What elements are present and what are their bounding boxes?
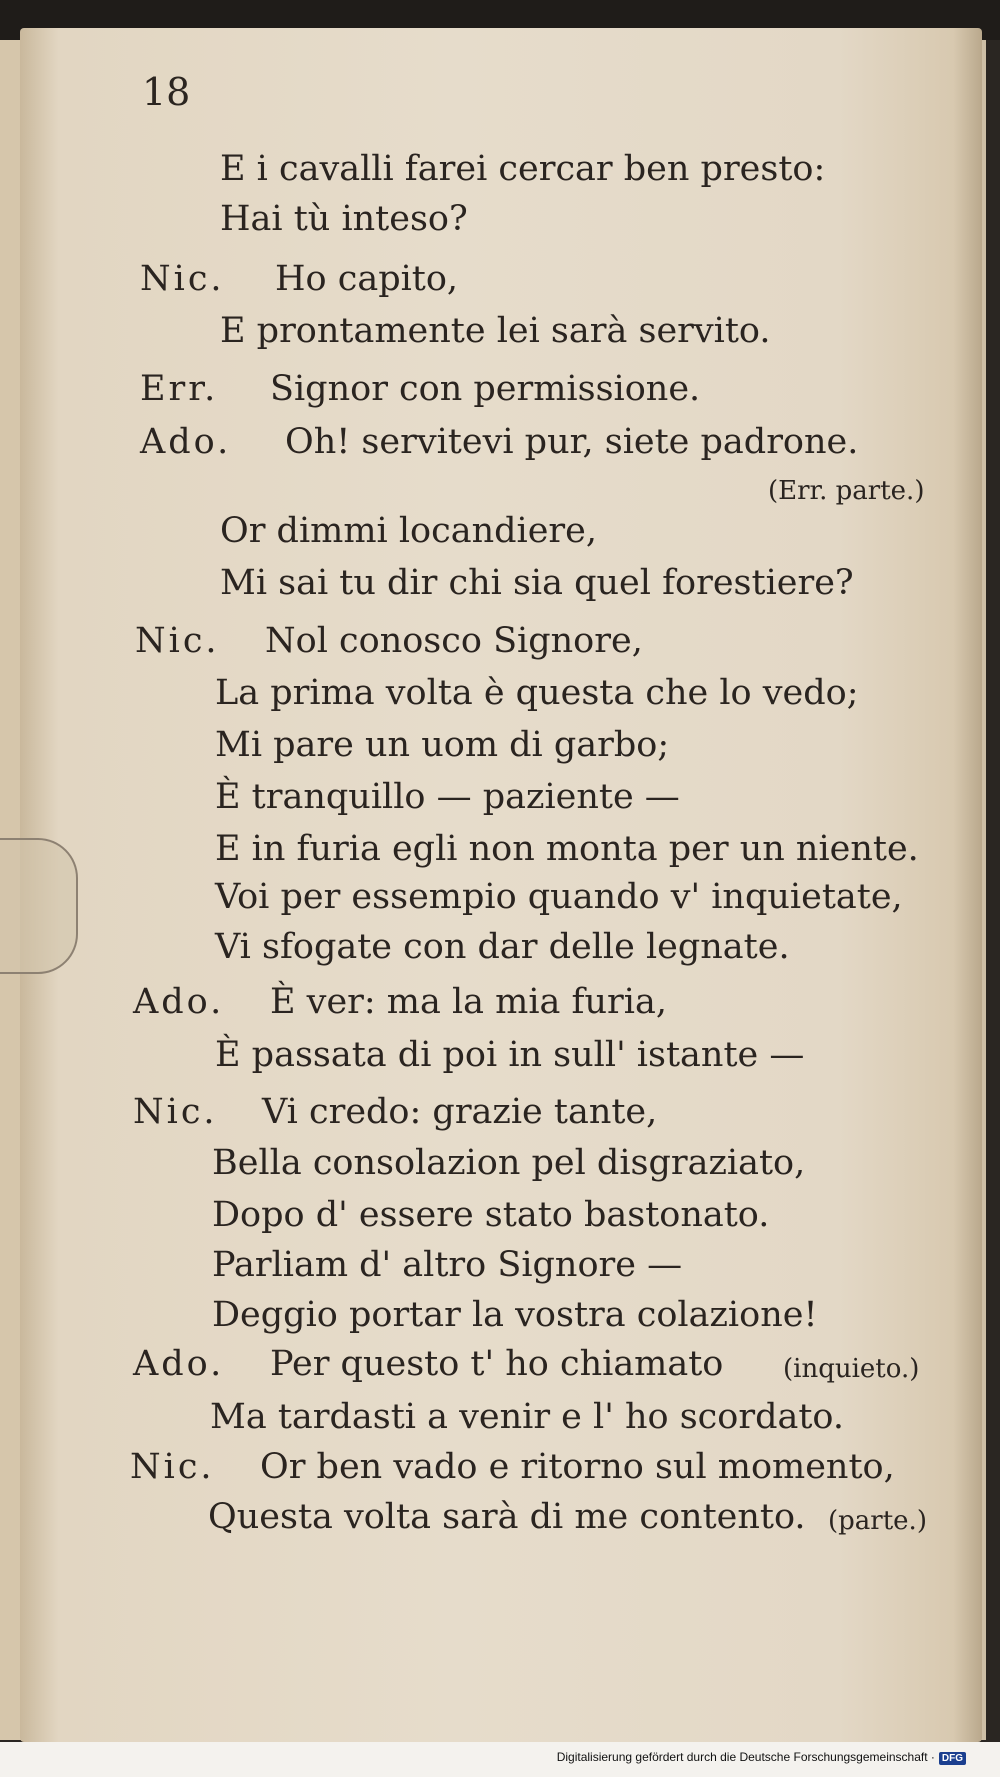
verse-line: Oh! servitevi pur, siete padrone. bbox=[285, 422, 859, 462]
verse-line: Bella consolazion pel disgraziato, bbox=[212, 1143, 806, 1183]
speaker-label: Nic. bbox=[140, 259, 225, 299]
verse-line: Per questo t' ho chiamato bbox=[270, 1344, 724, 1384]
digitization-credit bbox=[557, 1750, 966, 1765]
verse-line: Parliam d' altro Signore — bbox=[212, 1245, 683, 1285]
verse-line: Ma tardasti a venir e l' ho scordato. bbox=[210, 1397, 844, 1437]
stage-direction: (Err. parte.) bbox=[768, 476, 925, 506]
verse-line: Ho capito, bbox=[275, 259, 459, 299]
verse-line: Voi per essempio quando v' inquietate, bbox=[215, 877, 903, 917]
speaker-label: Ado. bbox=[133, 982, 225, 1022]
verse-line: Nol conosco Signore, bbox=[265, 621, 643, 661]
speaker-label: Err. bbox=[140, 369, 219, 409]
dfg-logo: DFG bbox=[939, 1752, 966, 1765]
verse-line: La prima volta è questa che lo vedo; bbox=[215, 673, 859, 713]
verse-line: È ver: ma la mia furia, bbox=[270, 982, 667, 1022]
verse-line: Hai tù inteso? bbox=[220, 199, 468, 239]
speaker-label: Nic. bbox=[130, 1447, 215, 1487]
verse-line: Questa volta sarà di me contento. bbox=[208, 1497, 806, 1537]
verse-line: Mi pare un uom di garbo; bbox=[215, 725, 670, 765]
speaker-label: Ado. bbox=[133, 1344, 225, 1384]
verse-line: Deggio portar la vostra colazione! bbox=[212, 1295, 818, 1335]
verse-line: E prontamente lei sarà servito. bbox=[220, 311, 771, 351]
verse-line: Or dimmi locandiere, bbox=[220, 511, 598, 551]
stage-direction: (parte.) bbox=[828, 1506, 927, 1536]
verse-line: E i cavalli farei cercar ben presto: bbox=[220, 149, 826, 189]
speaker-label: Nic. bbox=[133, 1092, 218, 1132]
stage-direction: (inquieto.) bbox=[783, 1354, 920, 1384]
verse-line: E in furia egli non monta per un niente. bbox=[215, 829, 919, 869]
verse-line: Vi credo: grazie tante, bbox=[262, 1092, 658, 1132]
credit-text: Digitalisierung gefördert durch die Deutsche Forschungsgemeinschaft · bbox=[556, 1750, 935, 1764]
verse-line: È tranquillo — paziente — bbox=[215, 777, 680, 817]
page-clip bbox=[0, 838, 78, 974]
verse-line: Signor con permissione. bbox=[270, 369, 701, 409]
verse-line: Mi sai tu dir chi sia quel forestiere? bbox=[220, 563, 854, 603]
verse-line: Or ben vado e ritorno sul momento, bbox=[260, 1447, 895, 1487]
page-number: 18 bbox=[142, 70, 191, 114]
verse-line: È passata di poi in sull' istante — bbox=[215, 1035, 805, 1075]
speaker-label: Nic. bbox=[135, 621, 220, 661]
speaker-label: Ado. bbox=[140, 422, 232, 462]
verse-line: Dopo d' essere stato bastonato. bbox=[212, 1195, 770, 1235]
verse-line: Vi sfogate con dar delle legnate. bbox=[215, 927, 790, 967]
